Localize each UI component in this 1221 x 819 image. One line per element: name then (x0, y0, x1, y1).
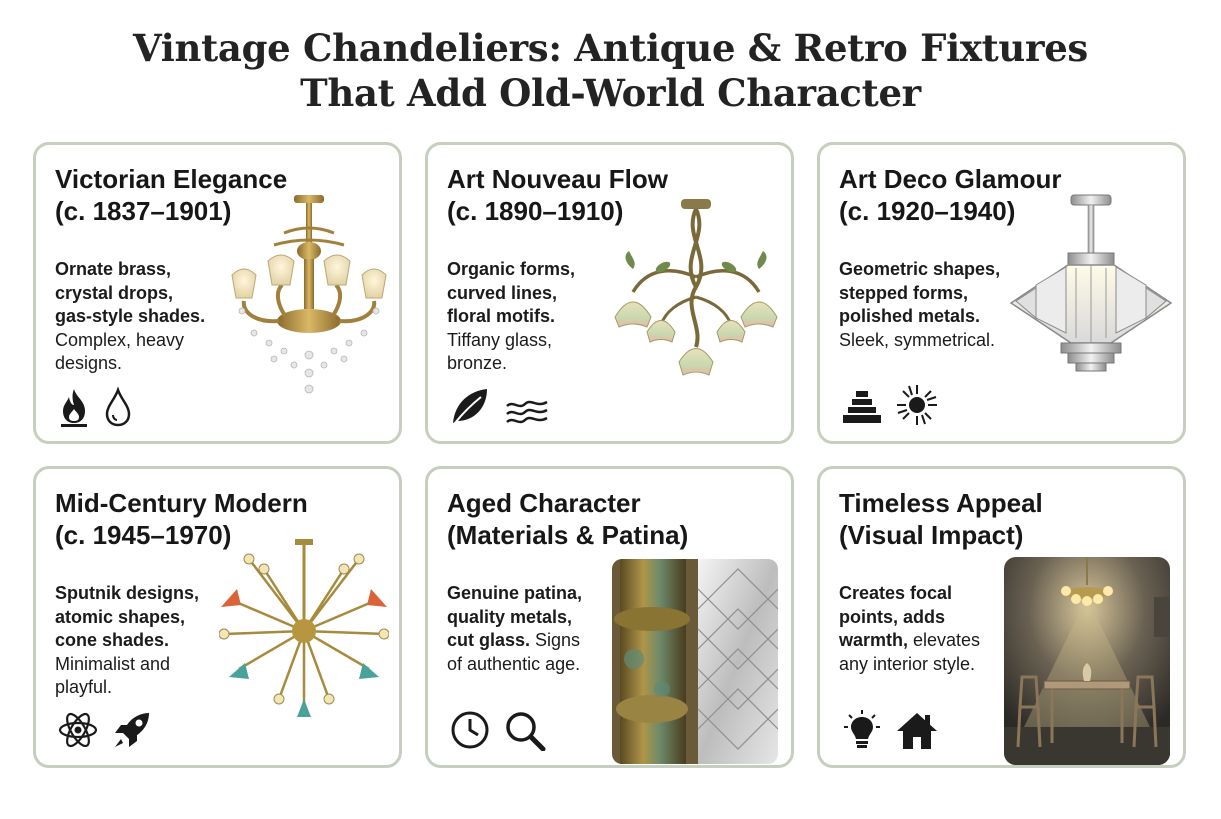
magnifier-icon (503, 709, 547, 751)
card-description (55, 258, 205, 376)
flame-icon (57, 387, 91, 427)
art-deco-chandelier-illustration (1006, 193, 1176, 383)
card-title (839, 487, 1043, 551)
card-title-line-1: Art Nouveau Flow (447, 164, 669, 194)
desc-plain-1: any interior style. (839, 653, 976, 674)
card-title-line-1: Victorian Elegance (55, 164, 288, 194)
desc-bold-3: cone shades. (55, 630, 170, 650)
desc-bold-1: Sputnik designs, (55, 583, 200, 603)
page-title-line-2: That Add Old-World Character (300, 71, 921, 115)
desc-bold-2: points, adds (839, 606, 946, 627)
art-nouveau-chandelier-illustration (603, 197, 788, 392)
desc-plain-2: bronze. (447, 353, 508, 373)
desc-bold-1: Ornate brass, (55, 259, 172, 279)
desc-plain-1: Sleek, symmetrical. (839, 329, 996, 350)
clock-icon (449, 709, 491, 751)
sunburst-icon (895, 383, 939, 427)
waves-icon (503, 397, 551, 427)
desc-bold-3: warmth, (839, 630, 909, 650)
card-timeless-appeal (817, 466, 1186, 768)
card-title-line-2: (Materials & Patina) (447, 520, 689, 550)
card-icons (841, 709, 939, 751)
card-mid-century (33, 466, 402, 768)
desc-plain-inline: Signs (530, 630, 581, 650)
card-description (839, 258, 1000, 352)
card-title-line-1: Mid-Century Modern (55, 488, 308, 518)
rocket-icon (111, 709, 153, 751)
card-description (447, 258, 575, 376)
card-title-line-2: (c. 1890–1910) (447, 196, 624, 226)
sputnik-chandelier-illustration (219, 539, 389, 724)
desc-bold-1: Organic forms, (447, 259, 576, 279)
card-title (447, 487, 688, 551)
desc-bold-3: gas-style shades. (55, 306, 206, 326)
desc-plain-1: Minimalist and (55, 653, 171, 674)
card-title-line-1: Art Deco Glamour (839, 164, 1062, 194)
leaf-icon (449, 385, 491, 427)
desc-bold-1: Geometric shapes, (839, 259, 1001, 279)
desc-plain-2: playful. (55, 677, 113, 697)
card-title-line-1: Timeless Appeal (839, 488, 1043, 518)
desc-plain-1: Tiffany glass, (447, 329, 553, 350)
card-title-line-2: (c. 1837–1901) (55, 196, 232, 226)
atom-icon (57, 709, 99, 751)
card-art-nouveau (425, 142, 794, 444)
card-title-line-1: Aged Character (447, 488, 641, 518)
house-icon (895, 709, 939, 751)
victorian-chandelier-illustration (224, 193, 394, 398)
card-aged-character (425, 466, 794, 768)
desc-bold-2: atomic shapes, (55, 606, 186, 627)
card-description (55, 582, 199, 700)
desc-bold-3: floral motifs. (447, 306, 556, 326)
card-icons (449, 709, 547, 751)
patina-and-glass-photo (612, 559, 778, 764)
desc-bold-1: Genuine patina, (447, 583, 583, 603)
card-icons (449, 385, 551, 427)
card-icons (57, 709, 153, 751)
stepped-pyramid-icon (841, 387, 883, 427)
card-art-deco (817, 142, 1186, 444)
desc-bold-2: stepped forms, (839, 282, 969, 303)
desc-plain-1: of authentic age. (447, 653, 581, 674)
desc-plain-1: Complex, heavy (55, 329, 185, 350)
card-description (447, 582, 582, 676)
desc-bold-2: curved lines, (447, 282, 558, 303)
card-title-line-2: (c. 1920–1940) (839, 196, 1016, 226)
card-description (839, 582, 980, 676)
card-title-line-2: (c. 1945–1970) (55, 520, 232, 550)
card-title-line-2: (Visual Impact) (839, 520, 1024, 550)
desc-plain-2: designs. (55, 353, 123, 373)
card-icons (57, 387, 133, 427)
card-icons (841, 383, 939, 427)
desc-bold-2: quality metals, (447, 606, 573, 627)
water-drop-icon (103, 387, 133, 427)
desc-bold-2: crystal drops, (55, 282, 174, 303)
desc-plain-inline: elevates (908, 630, 981, 650)
page-title-line-1: Vintage Chandeliers: Antique & Retro Fixtures (133, 26, 1088, 70)
desc-bold-1: Creates focal (839, 583, 953, 603)
page-title (0, 26, 1221, 116)
card-victorian (33, 142, 402, 444)
lightbulb-icon (841, 709, 883, 751)
desc-bold-3: polished metals. (839, 306, 981, 326)
desc-bold-3: cut glass. (447, 630, 531, 650)
dining-room-scene-illustration (1004, 557, 1170, 765)
